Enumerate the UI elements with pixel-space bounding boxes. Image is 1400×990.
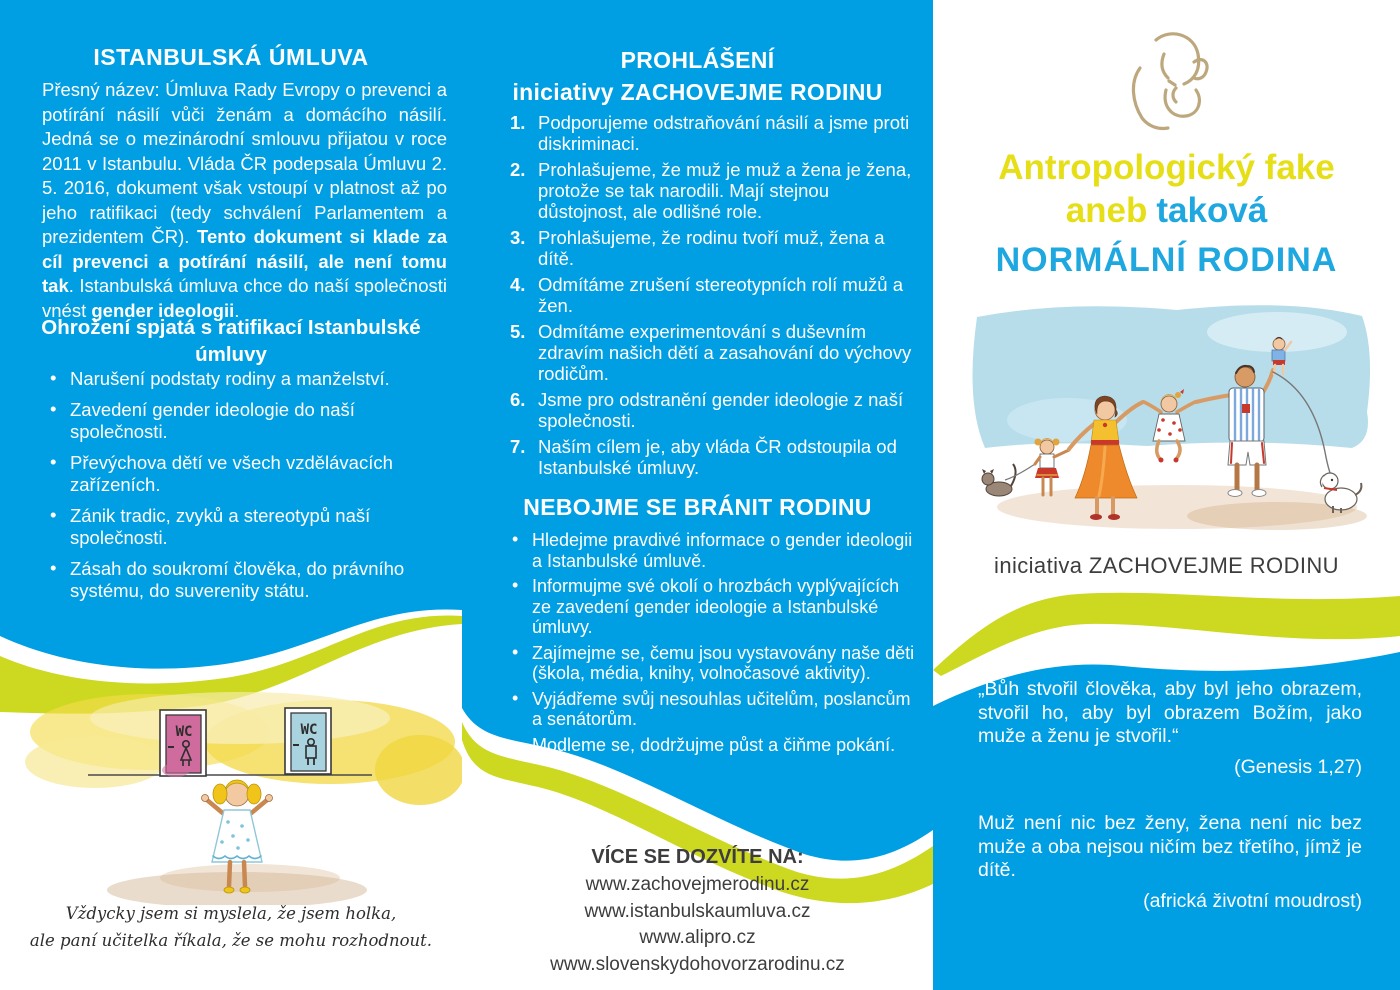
item-number: 6. bbox=[510, 389, 526, 410]
title-line3: NORMÁLNÍ RODINA bbox=[995, 241, 1338, 279]
quote-text: Muž není nic bez ženy, žena není nic bez muže a oba nejsou ničím bez třetího, jímž je dítě. bbox=[978, 812, 1362, 881]
links-block bbox=[462, 846, 933, 978]
link-url: www.zachovejmerodinu.cz bbox=[585, 874, 810, 895]
paragraph-part: . Istanbulská úmluva chce do naší společnosti vnést bbox=[42, 275, 447, 321]
paragraph-bold: gender ideologii bbox=[91, 299, 235, 321]
item-number: 4. bbox=[510, 274, 526, 295]
declaration-heading-line2: iniciativy ZACHOVEJME RODINU bbox=[512, 79, 883, 105]
links-heading: VÍCE SE DOZVÍTE NA: bbox=[591, 846, 804, 868]
list-item: • Zavedení gender ideologie do naší společnosti. bbox=[46, 399, 448, 443]
right-panel bbox=[933, 0, 1400, 990]
title-line1: Antropologický fake bbox=[998, 148, 1335, 187]
african-proverb-quote bbox=[978, 812, 1362, 913]
list-item bbox=[510, 227, 916, 269]
wc-door-women-icon bbox=[160, 710, 206, 777]
middle-panel bbox=[462, 0, 933, 990]
item-number: 7. bbox=[510, 436, 526, 457]
item-text: Jsme pro odstranění gender ideologie z naší společnosti. bbox=[538, 389, 904, 431]
defend-family-heading: NEBOJME SE BRÁNIT RODINU bbox=[523, 494, 872, 520]
title-line2-yellow: aneb bbox=[1065, 191, 1148, 230]
item-text: Odmítáme zrušení stereotypních rolí mužů a žen. bbox=[538, 274, 904, 316]
list-item bbox=[510, 112, 916, 154]
item-text: Podporujeme odstraňování násilí a jsme proti diskriminaci. bbox=[538, 112, 910, 154]
item-number: 3. bbox=[510, 227, 526, 248]
brochure-title bbox=[933, 146, 1400, 282]
item-number: 1. bbox=[510, 112, 526, 133]
list-item bbox=[510, 274, 916, 316]
link-url: www.istanbulskaumluva.cz bbox=[584, 900, 811, 922]
declaration-heading-line1: PROHLÁŠENÍ bbox=[620, 47, 775, 73]
family-illustration bbox=[947, 292, 1387, 554]
paragraph-part: Přesný název: Úmluva Rady Evropy o prevenci a potírání násilí vůči ženám a domácího násilí. Jedná se o mezinárodní smlouvu přijatou v roce 2011 v Istanbulu. Vláda ČR podepsala Úmluvu 2. 5. 2016, dokument však vstoupí v platnost až po jeho ratifikaci (tedy schválení Parlamentem a prezidentem ČR). bbox=[42, 79, 447, 247]
cat-figure bbox=[982, 464, 1035, 496]
declaration-heading bbox=[462, 44, 933, 108]
list-item bbox=[510, 389, 916, 431]
list-item: • Narušení podstaty rodiny a manželství. bbox=[46, 368, 448, 390]
genesis-quote bbox=[978, 678, 1362, 779]
small-girl-figure bbox=[1035, 438, 1070, 495]
left-panel-subheading: Ohrožení spjatá s ratifikací Istanbulské úmluvy bbox=[41, 316, 421, 366]
item-text: Prohlašujeme, že muž je muž a žena je žena, protože se tak narodili. Mají stejnou důstojnost, ale odlišné role. bbox=[538, 159, 912, 222]
wc-door-men-icon bbox=[285, 708, 331, 774]
list-item bbox=[510, 159, 916, 222]
list-item: • Zánik tradic, zvyků a stereotypů naší společnosti. bbox=[46, 505, 448, 549]
initiative-caption: iniciativa ZACHOVEJME RODINU bbox=[994, 553, 1339, 578]
link-url: www.alipro.cz bbox=[639, 927, 756, 948]
title-line2-blue: taková bbox=[1156, 191, 1268, 230]
link-url: www.slovenskydohovorzarodinu.cz bbox=[550, 953, 845, 975]
list-item: • Zásah do soukromí člověka, do právního systému, do suverenity státu. bbox=[46, 558, 448, 602]
paragraph-bold: Tento dokument si klade za cíl prevenci a potírání násilí, ale není tomu tak bbox=[42, 226, 448, 296]
list-item: • Modleme se, dodržujme půst a čiňme pokání. bbox=[508, 735, 916, 756]
item-text: Odmítáme experimentování s duševním zdravím našich dětí a zasahování do výchovy rodičům. bbox=[538, 321, 912, 384]
svg-text:WC: WC bbox=[300, 722, 318, 738]
item-number: 2. bbox=[510, 159, 526, 180]
svg-text:WC: WC bbox=[175, 724, 193, 740]
quote-text: „Bůh stvořil člověka, aby byl jeho obrazem, stvořil ho, aby byl obrazem Božím, jako muže a ženu je stvořil.“ bbox=[978, 678, 1362, 747]
item-number: 5. bbox=[510, 321, 526, 342]
left-panel-heading: ISTANBULSKÁ ÚMLUVA bbox=[93, 44, 369, 70]
list-item: • Zajímejme se, čemu jsou vystavovány naše děti (škola, média, knihy, volnočasové aktivity). bbox=[508, 643, 916, 684]
paragraph-part: . bbox=[234, 299, 240, 321]
actions-list bbox=[508, 530, 916, 760]
wc-doors-illustration bbox=[0, 690, 462, 905]
illustration-caption bbox=[0, 900, 462, 954]
list-item bbox=[510, 436, 916, 478]
quote-attribution: (Genesis 1,27) bbox=[1234, 755, 1362, 778]
caption-line: ale paní učitelka říkala, že se mohu rozhodnout. bbox=[29, 931, 433, 950]
list-item: • Hledejme pravdivé informace o gender ideologii a Istanbulské úmluvě. bbox=[508, 530, 916, 571]
list-item: • Informujme své okolí o hrozbách vyplývajících ze zavedení gender ideologie a Istanbulské úmluvy. bbox=[508, 576, 916, 638]
caption-line: Vždycky jsem si myslela, že jsem holka, bbox=[65, 904, 397, 923]
item-text: Prohlašujeme, že rodinu tvoří muž, žena a dítě. bbox=[538, 227, 885, 269]
threats-list bbox=[46, 368, 448, 611]
quote-attribution: (africká životní moudrost) bbox=[1143, 889, 1362, 912]
declaration-list bbox=[510, 112, 916, 483]
mother-child-logo-icon bbox=[1106, 26, 1226, 138]
item-text: Naším cílem je, aby vláda ČR odstoupila od Istanbulské úmluvy. bbox=[538, 436, 897, 478]
left-panel-paragraph bbox=[42, 78, 447, 323]
list-item: • Převýchova dětí ve všech vzdělávacích zařízeních. bbox=[46, 452, 448, 496]
left-panel bbox=[0, 0, 462, 990]
list-item bbox=[510, 321, 916, 384]
list-item: • Vyjádřeme svůj nesouhlas učitelům, poslancům a senátorům. bbox=[508, 689, 916, 730]
